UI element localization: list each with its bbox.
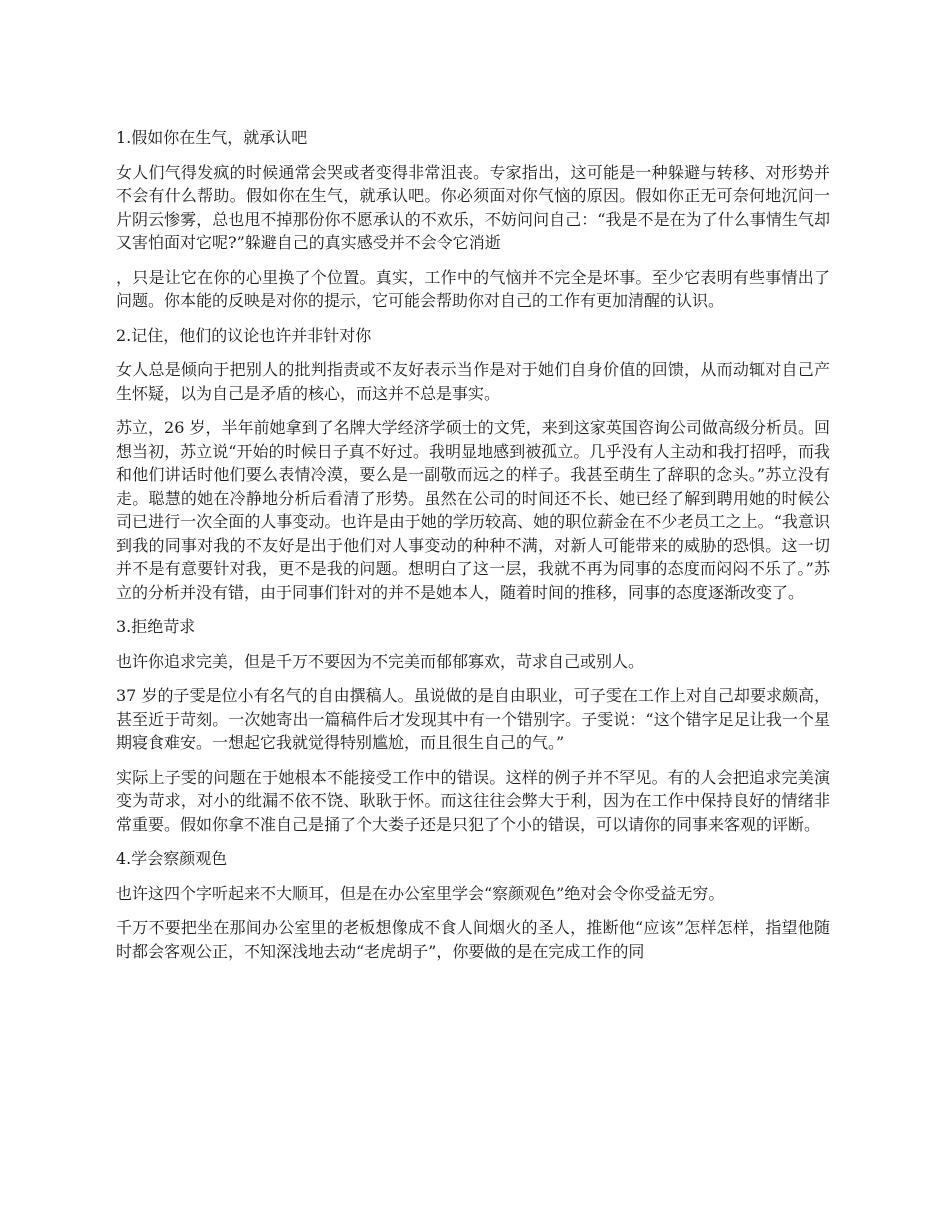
paragraph: 女人们气得发疯的时候通常会哭或者变得非常沮丧。专家指出，这可能是一种躲避与转移、对形势并不会有什么帮助。假如你在生气，就承认吧。你必须面对你气恼的原因。假如你正无可奈何地沉问一片阴云惨雾，总也甩不掉那份你不愿承认的不欢乐，不妨问问自己：“我是不是在为了什么事情生气却又害怕面对它呢?”躲避自己的真实感受并不会令它消逝 <box>116 162 830 252</box>
paragraph: 37 岁的子雯是位小有名气的自由撰稿人。虽说做的是自由职业，可子雯在工作上对自己却要求颇高，甚至近于苛刻。一次她寄出一篇稿件后才发现其中有一个错别字。子雯说：“这个错字足足让我一个星期寝食难安。一想起它我就觉得特别尴尬，而且很生自己的气。” <box>116 686 830 752</box>
document-page <box>116 126 830 974</box>
section-heading-2: 2.记住，他们的议论也许并非针对你 <box>116 325 372 345</box>
section-heading-3: 3.拒绝苛求 <box>116 617 196 636</box>
paragraph: 也许你追求完美，但是千万不要因为不完美而郁郁寡欢，苛求自己或别人。 <box>116 651 645 671</box>
paragraph: ，只是让它在你的心里换了个位置。真实，工作中的气恼并不完全是坏事。至少它表明有些事情出了问题。你本能的反映是对你的提示，它可能会帮助你对自己的工作有更加清醒的认识。 <box>116 267 830 310</box>
paragraph: 女人总是倾向于把别人的批判指责或不友好表示当作是对于她们自身价值的回馈，从而动辄对自己产生怀疑，以为自己是矛盾的核心，而这并不总是事实。 <box>116 360 830 403</box>
paragraph: 实际上子雯的问题在于她根本不能接受工作中的错误。这样的例子并不罕见。有的人会把追求完美演变为苛求，对小的纰漏不依不饶、耿耿于怀。而这往往会弊大于利，因为在工作中保持良好的情绪非常重要。假如你拿不准自己是捅了个大娄子还是只犯了个小的错误，可以请你的同事来客观的评断。 <box>116 767 830 834</box>
section-heading-1: 1.假如你在生气，就承认吧 <box>116 128 308 147</box>
paragraph: 也许这四个字听起来不大顺耳，但是在办公室里学会“察颜观色”绝对会令你受益无穷。 <box>116 883 725 903</box>
section-heading-4: 4.学会察颜观色 <box>116 849 228 868</box>
paragraph: 苏立，26 岁，半年前她拿到了名牌大学经济学硕士的文凭，来到这家英国咨询公司做高级分析员。回想当初，苏立说“开始的时候日子真不好过。我明显地感到被孤立。几乎没有人主动和我打招呼，而我和他们讲话时他们要么表情冷漠，要么是一副敬而远之的样子。我甚至萌生了辞职的念头。”苏立没有走。聪慧的她在冷静地分析后看清了形势。虽然在公司的时间还不长、她已经了解到聘用她的时候公司已进行一次全面的人事变动。也许是由于她的学历较高、她的职位薪金在不少老员工之上。“我意识到我的同事对我的不友好是出于他们对人事变动的种种不满，对新人可能带来的威胁的恐惧。这一切并不是有意要针对我，更不是我的问题。想明白了这一层，我就不再为同事的态度而闷闷不乐了。”苏立的分析并没有错，由于同事们针对的并不是她本人，随着时间的推移，同事的态度逐渐改变了。 <box>116 418 830 602</box>
paragraph: 千万不要把坐在那间办公室里的老板想像成不食人间烟火的圣人，推断他“应该”怎样怎样，指望他随时都会客观公正，不知深浅地去动“老虎胡子”，你要做的是在完成工作的同 <box>116 918 830 961</box>
